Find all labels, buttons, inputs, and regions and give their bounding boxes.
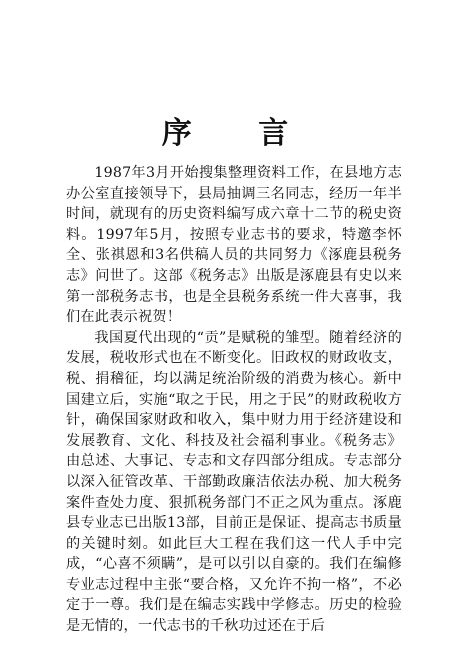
page-title: 序 言 <box>161 116 317 151</box>
preface-body <box>66 163 402 637</box>
paragraph-1: 1987年3月开始搜集整理资料工作，在县地方志办公室直接领导下，县局抽调三名同志，经历一年半时间，就现有的历史资料编写成六章十二节的税史资料。1997年5月，按照专业志书的要求，特邀李怀全、张祺恩和3名供稿人员的共同努力《涿鹿县税务志》问世了。这部《税务志》出版是涿鹿县有史以来第一部税务志书，也是全县税务系统一件大喜事，我们在此表示祝贺！ <box>66 165 402 326</box>
paragraph-2: 我国夏代出现的“贡”是赋税的雏型。随着经济的发展，税收形式也在不断变化。旧政权的财政收支，税、捐稽征，均以满足统治阶级的消费为核心。新中国建立后，实施“取之于民，用之于民”的财政税收方针，确保国家财政和收入，集中财力用于经济建设和发展教育、文化、科技及社会福利事业。《税务志》由总述、大事记、专志和文存四部分组成。专志部分以深入征管改革、干部勤政廉洁依法办税、加大税务案件查处力度、狠抓税务部门不正之风为重点。涿鹿县专业志已出版13部，目前正是保证、提高志书质量的关键时刻。如此巨大工程在我们这一代人手中完成，“心喜不须瞒”，是可以引以自豪的。我们在编修专业志过程中主张“要合格，又允许不拘一格”，不必定于一尊。我们是在编志实践中学修志。历史的检验是无情的，一代志书的千秋功过还在于后 <box>66 329 402 635</box>
